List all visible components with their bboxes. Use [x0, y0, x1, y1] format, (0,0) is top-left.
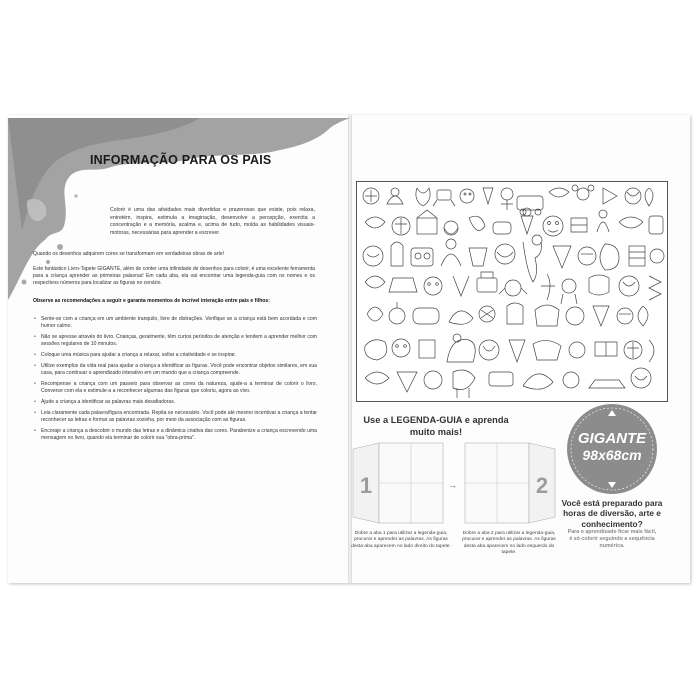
paragraph-livro-tapete: Este fantástico Livro-Tapete GIGANTE, além de conter uma infinidade de desenhos para colorir, é uma excelente ferramenta para a criança aprender as primeiras palavras! Em cada aba, ela vai encontrar uma legenda-guia com os nomes e os respectivos números para localizar as figuras no cenário.: [33, 266, 315, 287]
intro-paragraph: Colorir é uma das atividades mais divertidas e prazerosas que existe, pois relaxa, entretém, inspira, estimula a imaginação, desenvolve a percepção, exercita a concentração e a memória, acalma e, acima de tudo, molda as habilidades visuais-motoras, necessárias para aprender a escrever.: [110, 207, 315, 236]
tips-list: [33, 316, 317, 446]
fold-1-instructions: Dobre a aba 1 para utilizar a legenda-guia, procurar e aprender as palavras. As figuras desta aba aparecem no lado direito do tapete.: [351, 531, 451, 549]
fold-2-number: 2: [535, 473, 549, 498]
badge-size: 98x68cm: [582, 447, 642, 463]
tip-item: • Recompense a criança com um passeio para observar as cores da natureza, ajude-a a terminar de colorir o livro. Converse com ela e estimule-a a reconhecer algumas das figuras que coloriu, agora ao vivo.: [33, 381, 317, 395]
coloring-scene-illustration: [356, 181, 668, 402]
arrow-icon: →: [448, 480, 457, 490]
promo-tip: Para o aprendizado ficar mais fácil, é só colorir seguindo a sequência numérica.: [567, 529, 657, 550]
page-title: INFORMAÇÃO PARA OS PAIS: [90, 153, 272, 167]
tip-item: • Encoraje a criança a descobrir o mundo das letras e a dinâmica criativa das cores. Parabenize a criança escrevendo uma mensagem no livro, quando ela terminar de colorir sua "obra-prima".: [33, 428, 317, 442]
tip-item: • Leia claramente cada palavra/figura encontrada. Repita se necessário. Você pode até mesmo incentivar a criança a tentar reconhecer as letras e formar as palavras sozinha, por meio da associação com as figuras.: [33, 410, 317, 424]
tip-item: • Coloque uma música para ajudar a criança a relaxar, soltar a criatividade e se inspirar.: [33, 352, 317, 359]
tip-item: • Ajude a criança a identificar as palavras mais desafiadoras.: [33, 399, 317, 406]
fold-1-illustration: [351, 441, 446, 525]
fold-2-illustration: [463, 441, 558, 525]
tip-item: • Sente-se com a criança em um ambiente tranquilo, livre de distrações. Verifique se a criança está bem acordada e com humor calmo.: [33, 316, 317, 330]
fold-1-number: 1: [359, 473, 373, 498]
recommendations-heading: Observe as recomendações a seguir e garanta momentos de incrível interação entre pais e filhos:: [33, 298, 270, 304]
promo-question: Você está preparado para horas de diversão, arte e conhecimento?: [561, 498, 663, 529]
fold-2-instructions: Dobre a aba 2 para utilizar a legenda-guia, procurar e aprender as palavras. As figuras desta aba aparecem no lado esquerdo do tapete.: [462, 531, 556, 555]
badge-label: GIGANTE: [577, 430, 647, 447]
tip-item: • Não se apresse através do livro. Crianças, geralmente, têm curtos períodos de atenção e tendem a aprender melhor com sessões regulares de 10 minutos.: [33, 334, 317, 348]
legend-guide-title: Use a LEGENDA-GUIA e aprenda muito mais!: [363, 415, 509, 437]
tip-item: • Utilize exemplos da vida real para ajudar a criança a identificar as figuras. Você pode encontrar objetos similares, em sua casa, para continuar o aprendizado interativo em um mundo que a criança compreende.: [33, 363, 317, 377]
paragraph-obras-de-arte: Quando os desenhos adquirem cores se transformam em verdadeiras obras de arte!: [33, 251, 225, 257]
